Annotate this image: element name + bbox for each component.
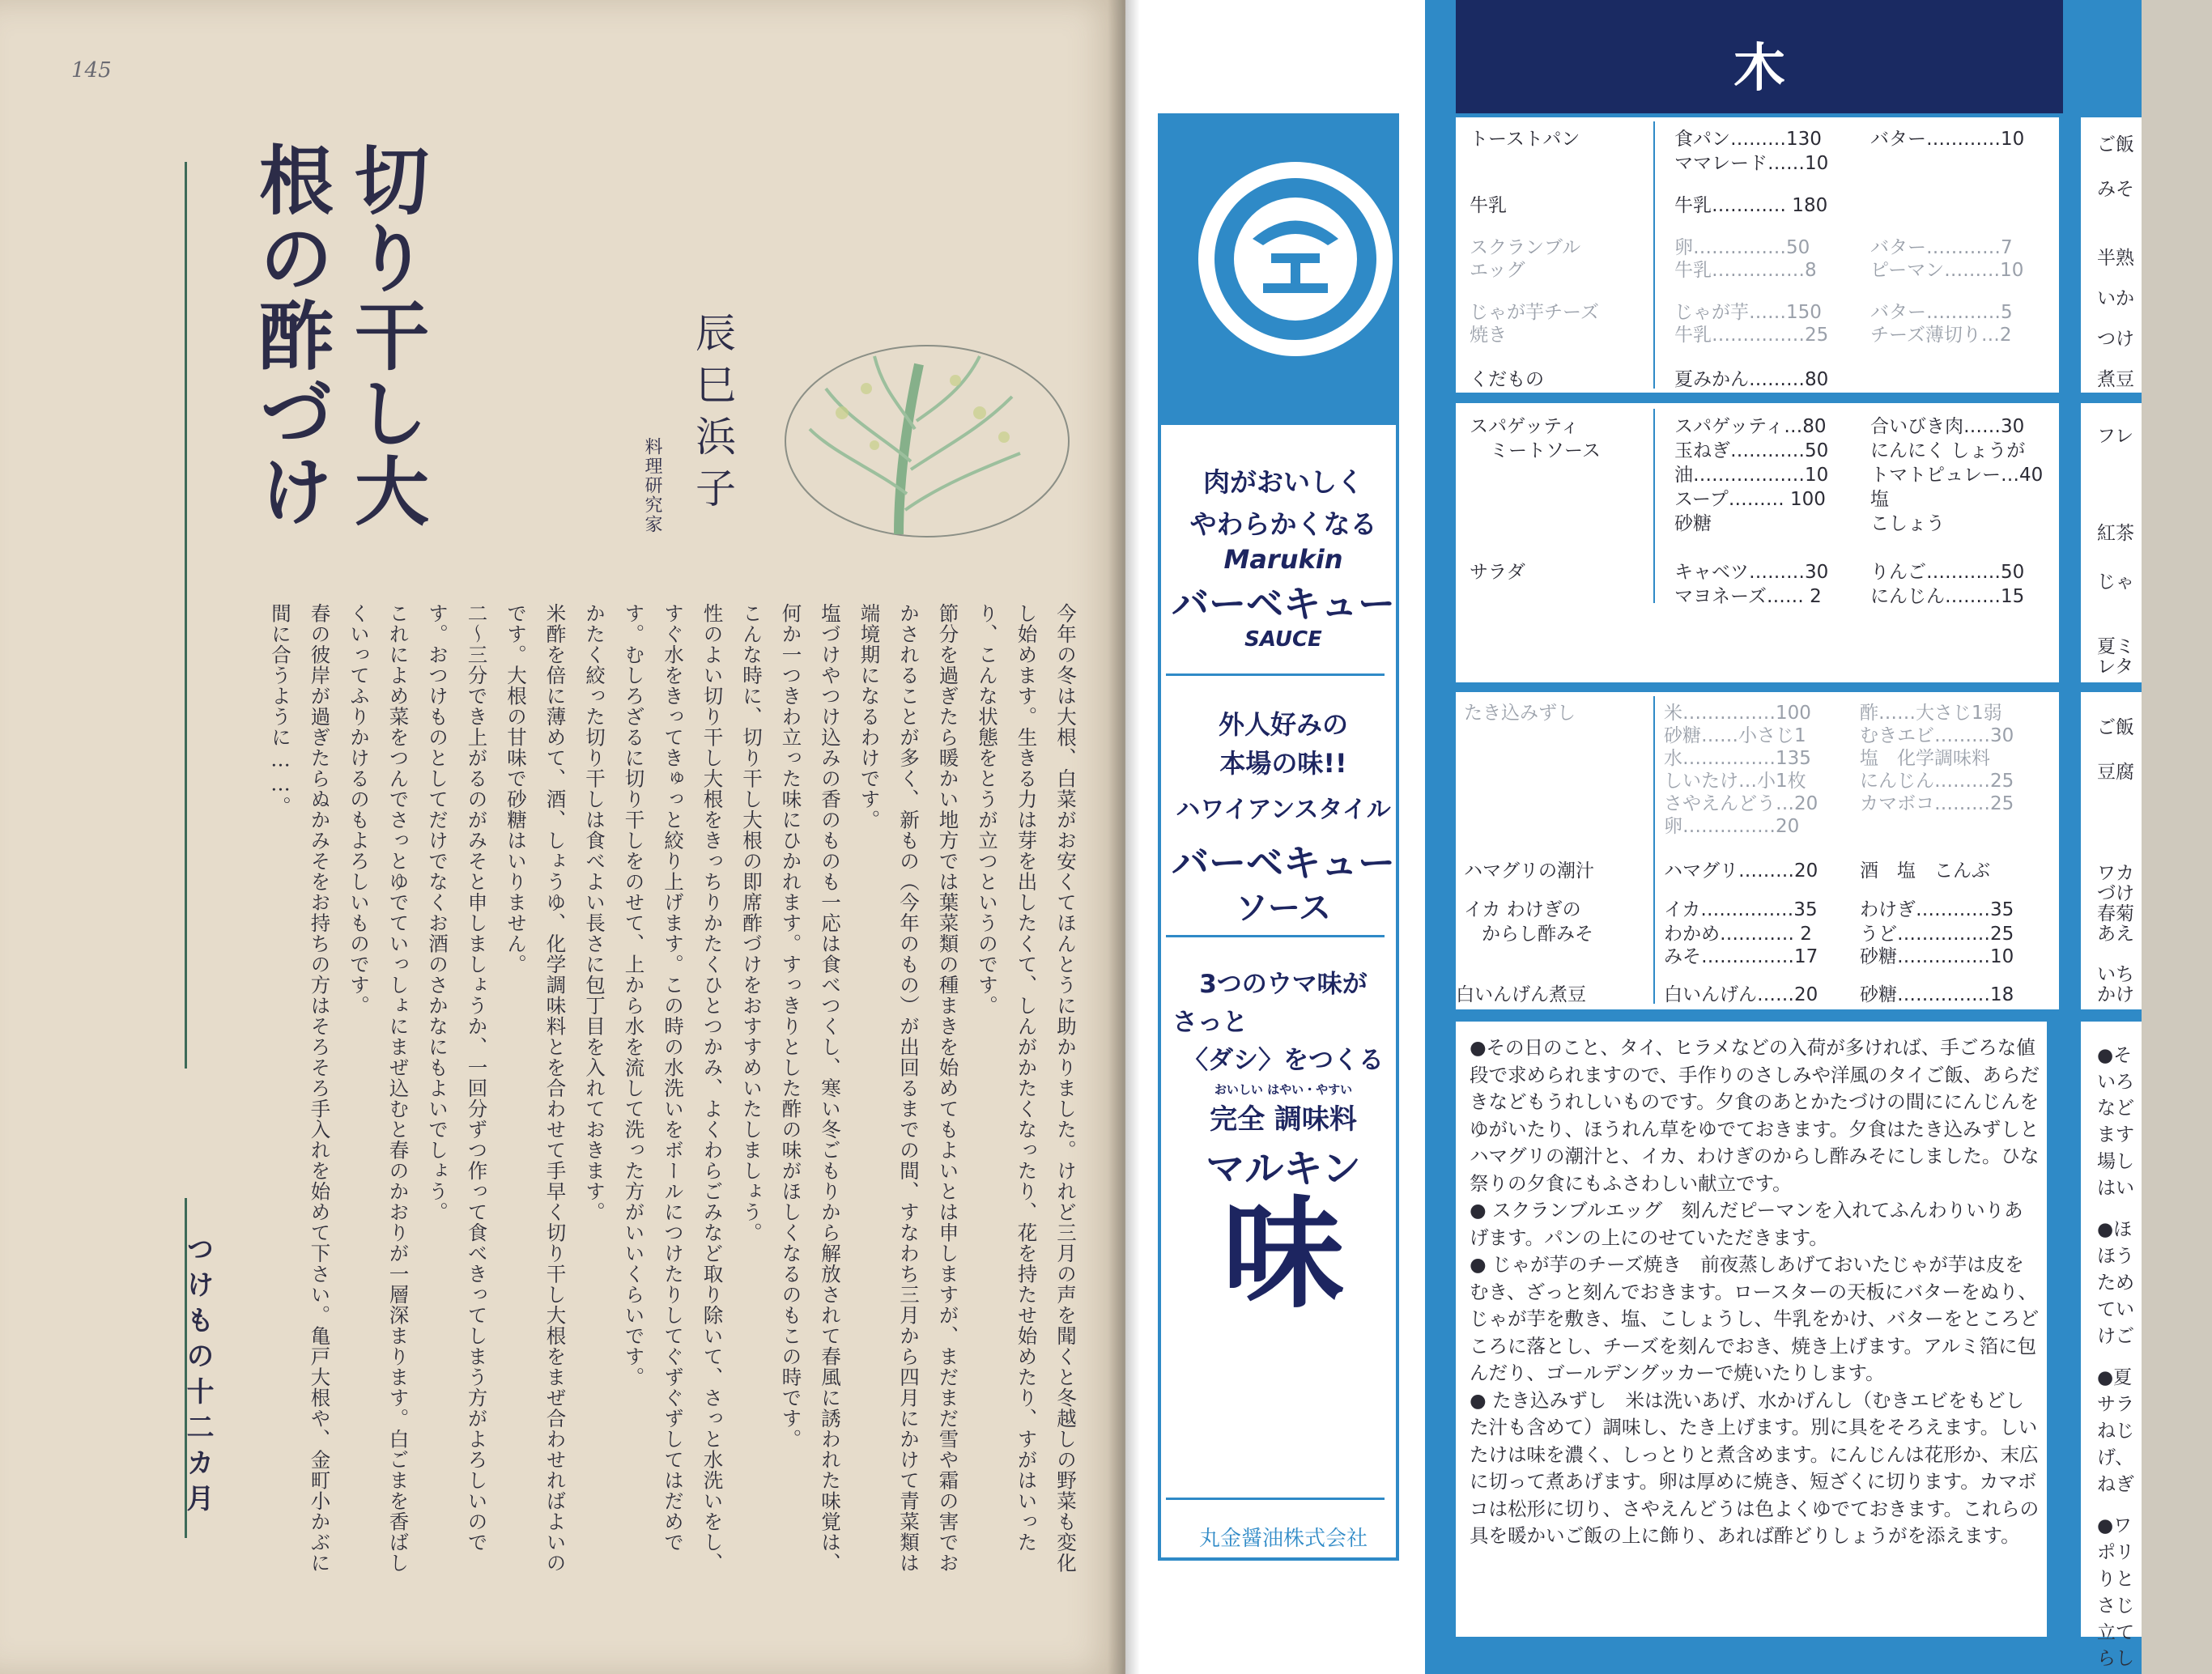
- ingredient: 油………………10: [1674, 465, 1829, 486]
- edge-fragment: はい: [2097, 1178, 2134, 1199]
- ingredient: 米……………100: [1664, 703, 1811, 724]
- edge-fragment: 立て: [2097, 1622, 2134, 1643]
- ad-divider: [1166, 673, 1385, 676]
- ingredient: 合いびき肉……30: [1870, 416, 2025, 437]
- ingredient: 牛乳………… 180: [1674, 195, 1828, 216]
- ingredient: ママレード……10: [1674, 153, 1829, 174]
- edge-fragment: レタ: [2097, 656, 2134, 678]
- ingredient: 卵……………50: [1674, 237, 1810, 258]
- title-rule: [185, 162, 187, 1069]
- dish-name: じゃが芋チーズ: [1470, 302, 1599, 323]
- edge-fragment: いろ: [2097, 1072, 2134, 1093]
- ingredient: にんじん………25: [1860, 771, 2014, 792]
- edge-fragment: 場し: [2097, 1151, 2134, 1172]
- ingredient: 食パン………130: [1674, 129, 1822, 150]
- article-title: 切り干し大根の酢づけ: [247, 142, 430, 530]
- notes-text: ●その日のこと、タイ、ヒラメなどの入荷が多ければ、手ごろな値段で求められますので、手作りのさしみや洋風のタイご飯、あらだきなどもうれしいものです。夕食のあとかたづけの間ににんじんをゆがいたり、ほうれん草をゆでておきます。夕食はたき込みずしとハマグリの潮汁と、イカ、わけぎのからし酢みそにしました。ひな祭りの夕食にもふさわしい献立です。 ● スクランブルエッグ 刻んだピーマンを入れてふんわりいりあげます。パンの上にのせていただきます。 ● じゃが芋のチーズ焼き 前夜蒸しあげておいたじゃが芋は皮をむき、ざっと刻んでおきます。ロースターの天板にバターをぬり、じゃが芋を敷き、塩、こしょうし、牛乳をかけ、バターをところどころに落とし、チーズを刻んでおき、焼き上げます。アルミ箔に包んだり、ゴールデングッカーで焼いたりします。 ● たき込みずし 米は洗いあげ、水かげんし（むきエビをもどした汁も含めて）調味し、たき上げます。別に具をそろえます。しいたけは味を濃く、しっとりと煮含めます。にんじんは花形か、末広に切って煮あげます。卵は厚めに焼き、短ざくに切ります。カマボコは松形に切り、さやえんどうは色よくゆでておきます。これらの具を暖かいご飯の上に飾り、あれば酢どりしょうがを添えます。: [1470, 1036, 2040, 1547]
- ad-line7: さっと: [1172, 1008, 1248, 1037]
- ad-line6: 3つのウマ味が: [1199, 970, 1368, 999]
- ingredient: 卵……………20: [1664, 816, 1800, 837]
- ingredient: カマボコ………25: [1860, 793, 2014, 814]
- ingredient: 牛乳……………25: [1674, 325, 1829, 346]
- ingredient: むきエビ………30: [1860, 725, 2014, 746]
- ingredient: イカ……………35: [1664, 899, 1818, 920]
- edge-fragment: かけ: [2097, 984, 2134, 1005]
- ingredient: 酒 塩 こんぶ: [1860, 860, 1990, 882]
- edge-fragment: づけ: [2097, 883, 2134, 904]
- dish-name: ミートソース: [1490, 440, 1601, 461]
- page-number: 145: [71, 58, 112, 83]
- edge-fragment: ご飯: [2097, 717, 2134, 738]
- edge-fragment: ●そ: [2097, 1045, 2133, 1066]
- edge-fragment: ます: [2097, 1124, 2134, 1145]
- dish-name: 牛乳: [1470, 195, 1507, 216]
- ingredient: ハマグリ………20: [1664, 860, 1819, 882]
- ingredient: りんご…………50: [1870, 562, 2025, 583]
- ingredient: 砂糖……………18: [1860, 984, 2014, 1005]
- edge-fragment: ねぎ: [2097, 1474, 2134, 1495]
- edge-fragment: 豆腐: [2097, 762, 2134, 783]
- dish-name: たき込みずし: [1464, 703, 1576, 724]
- ad-company: 丸金醤油株式会社: [1198, 1527, 1368, 1551]
- dish-name: 白いんげん煮豆: [1456, 984, 1586, 1005]
- edge-fragment: フレ: [2097, 426, 2134, 447]
- author-name: 辰巳浜子: [689, 312, 736, 519]
- ad-tag: 完全 調味料: [1210, 1103, 1357, 1136]
- ad-line5: ハワイアンスタイル: [1176, 796, 1391, 824]
- column-divider: [1653, 409, 1655, 603]
- ingredient: スパゲッティ…80: [1674, 416, 1827, 437]
- page-edge: [2142, 0, 2212, 1674]
- marukin-logo-icon: [1194, 158, 1397, 360]
- ad-brand-latin: Marukin: [1223, 544, 1343, 575]
- ingredient: さやえんどう…20: [1664, 793, 1819, 814]
- edge-fragment: いか: [2097, 288, 2134, 309]
- edge-fragment: ポリ: [2097, 1542, 2134, 1563]
- ingredient: うど……………25: [1860, 924, 2014, 945]
- ingredient: 塩: [1870, 489, 1889, 510]
- edge-fragment: ほう: [2097, 1246, 2134, 1267]
- ad-line8: 〈ダシ〉をつくる: [1183, 1046, 1384, 1075]
- dish-name: イカ わけぎの: [1464, 899, 1581, 920]
- edge-fragment: ご飯: [2097, 134, 2134, 155]
- ingredient: わかめ………… 2: [1664, 924, 1812, 945]
- ingredient: 砂糖……………10: [1860, 946, 2014, 967]
- radish-leaf-illustration: [777, 332, 1077, 550]
- ad-product2-sub: ソース: [1236, 890, 1331, 927]
- dish-name: サラダ: [1470, 562, 1525, 583]
- ad-product1: バーベキュー: [1172, 582, 1395, 626]
- ad-big-char: 味: [1222, 1184, 1344, 1325]
- ingredient: キャベツ………30: [1674, 562, 1829, 583]
- edge-fragment: など: [2097, 1098, 2134, 1119]
- book-fold: [1108, 0, 1140, 1674]
- ingredient: スープ……… 100: [1674, 489, 1826, 510]
- ad-product1-sub: SAUCE: [1244, 627, 1322, 652]
- ingredient: わけぎ…………35: [1860, 899, 2014, 920]
- edge-fragment: げ、: [2097, 1447, 2134, 1468]
- ingredient: こしょう: [1870, 513, 1945, 534]
- ad-product2: バーベキュー: [1172, 841, 1395, 885]
- ingredient: 砂糖: [1674, 513, 1712, 534]
- day-header: 木: [1456, 0, 2063, 113]
- dish-name: スパゲッティ: [1470, 416, 1580, 437]
- ingredient: バター…………10: [1870, 129, 2025, 150]
- ingredient: バター…………7: [1870, 237, 2013, 258]
- ingredient: ピーマン………10: [1870, 260, 2024, 281]
- dish-name: くだもの: [1470, 369, 1544, 390]
- dish-name: からし酢みそ: [1482, 924, 1593, 945]
- ad-tag-small: おいしい はやい・やすい: [1214, 1082, 1353, 1097]
- edge-fragment: ワカ: [2097, 863, 2134, 884]
- ad-brand: マルキン: [1206, 1146, 1361, 1192]
- ad-line2: やわらかくなる: [1189, 508, 1377, 540]
- ingredient: 塩 化学調味料: [1860, 748, 1990, 769]
- edge-fragment: 夏ミ: [2097, 636, 2134, 657]
- ingredient: 白いんげん……20: [1664, 984, 1819, 1005]
- dish-name: スクランブル: [1470, 237, 1581, 258]
- edge-fragment: 煮豆: [2097, 369, 2134, 390]
- ingredient: にんじん………15: [1870, 586, 2025, 607]
- ingredient: 酢……大さじ1弱: [1860, 703, 2002, 724]
- edge-fragment: ため: [2097, 1272, 2134, 1294]
- edge-fragment: ●ワ: [2097, 1515, 2133, 1536]
- edge-fragment: らし: [2097, 1648, 2134, 1669]
- series-title: つけもの十二カ月: [181, 1234, 214, 1519]
- edge-fragment: あえ: [2097, 924, 2134, 945]
- ingredient: マヨネーズ…… 2: [1674, 586, 1822, 607]
- ingredient: みそ……………17: [1664, 946, 1819, 967]
- edge-fragment: さじ: [2097, 1595, 2134, 1617]
- edge-fragment: サラ: [2097, 1394, 2134, 1415]
- column-divider: [1653, 696, 1655, 1004]
- column-divider: [1653, 121, 1655, 389]
- edge-fragment: 半熟: [2097, 248, 2134, 269]
- edge-fragment: じゃ: [2097, 571, 2134, 593]
- ingredient: にんにく しょうが: [1870, 440, 2026, 461]
- ingredient: 牛乳……………8: [1674, 260, 1817, 281]
- edge-fragment: りと: [2097, 1569, 2134, 1590]
- dish-name: エッグ: [1470, 260, 1525, 281]
- ingredient: じゃが芋……150: [1674, 302, 1822, 323]
- ingredient: 水……………135: [1664, 748, 1811, 769]
- ad-line4: 本場の味!!: [1219, 748, 1347, 779]
- author-role: 料理研究家: [642, 437, 662, 534]
- edge-fragment: いち: [2097, 964, 2134, 985]
- ingredient: トマトピュレー…40: [1870, 465, 2044, 486]
- ad-line1: 肉がおいしく: [1203, 466, 1363, 498]
- article-body: 今年の冬は大根、白菜がお安くてほんとうに助かりました。けれど三月の声を聞くと冬越しの野菜も変化し始めます。生きる力は芽を出したくて、しんがかたくなったり、花を持たせ始めたり、すがはいったり、こんな状態をとうが立つというのです。 節分を過ぎたら暖かい地方では葉菜類の種まきを始めてもよいとは申しますが、まだまだ雪や霜の害でおかされることが多く、新もの（今年のもの）が出回るまでの間、すなわち三月から四月にかけて青菜類は端境期になるわけです。 塩づけやつけ込みの香のものも一応は食べつくし、寒い冬ごもりから解放されて春風に誘われた味覚は、何か一つきわ立った味にひかれます。すっきりとした酢の味がほしくなるのもこの時です。 こんな時に、切り干し大根の即席酢づけをおすすめいたしましょう。 性のよい切り干し大根をきっちりかたくひとつかみ、よくわらごみなど取り除いて、さっと水洗いをし、すぐ水をきってきゅっと絞り上げます。この時の水洗いをボールにつけたりしてぐずぐずしてはだめです。むしろざるに切り干しをのせて、上から水を流して洗った方がいいくらいです。 かたく絞った切り干しは食べよい長さに包丁目を入れておきます。 米酢を倍に薄めて、酒、しょうゆ、化学調味料とを合わせて手早く切り干し大根をまぜ合わせればよいのです。大根の甘味で砂糖はいりません。 二〜三分でき上がるのがみそと申しましょうか、一回分ずつ作って食べきってしまう方がよろしいのです。おつけものとしてだけでなくお酒のさかなにもよいでしょう。 これによめ菜をつんでさっとゆでていっしょにまぜ込むと春のかおりが一層深まります。白ごまを香ばしくいってふりかけるのもよろしいものです。 春の彼岸が過ぎたらぬかみそをお持ちの方はそろそろ手入れを始めて下さい。亀戸大根や、金町小かぶに間に合うように……。: [269, 603, 1078, 1574]
- ad-line3: 外人好みの: [1218, 709, 1348, 740]
- ingredient: チーズ薄切り…2: [1870, 325, 2012, 346]
- edge-fragment: ●ほ: [2097, 1219, 2133, 1240]
- edge-fragment: ●夏: [2097, 1367, 2133, 1388]
- dish-name: 焼き: [1470, 325, 1507, 346]
- edge-fragment: てい: [2097, 1299, 2134, 1320]
- edge-fragment: ねじ: [2097, 1421, 2134, 1442]
- ingredient: 砂糖……小さじ1: [1664, 725, 1806, 746]
- ingredient: 夏みかん………80: [1674, 369, 1829, 390]
- dish-name: トーストパン: [1470, 129, 1580, 150]
- edge-fragment: けご: [2097, 1326, 2134, 1347]
- ingredient: 玉ねぎ…………50: [1674, 440, 1829, 461]
- ad-divider: [1166, 935, 1385, 937]
- edge-fragment: 春菊: [2097, 903, 2134, 924]
- edge-fragment: つけ: [2097, 329, 2134, 350]
- ingredient: バター…………5: [1870, 302, 2013, 323]
- dish-name: ハマグリの潮汁: [1464, 860, 1594, 882]
- edge-fragment: みそ: [2097, 179, 2134, 200]
- ingredient: しいたけ…小1枚: [1664, 771, 1806, 792]
- ad-divider: [1166, 1498, 1385, 1500]
- edge-fragment: 紅茶: [2097, 523, 2134, 544]
